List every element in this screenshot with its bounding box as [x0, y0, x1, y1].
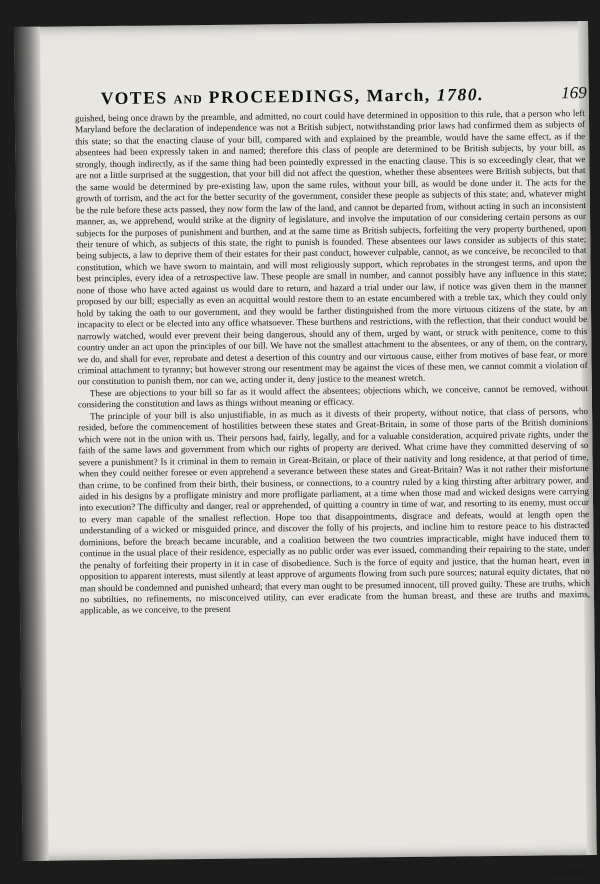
signature-mark: U u [372, 859, 387, 870]
page-number: 169 [561, 83, 587, 103]
paragraph: These are objections to your bill so far as it would affect the absentees; objections which, we conceive, cannot be removed, without considering the constitution and laws as things without meaning or efficacy. [77, 382, 588, 410]
book-spine [14, 27, 49, 861]
header-title-and: AND [173, 92, 203, 107]
body-text [75, 108, 590, 617]
header-title-proceedings: PROCEEDINGS, [208, 85, 361, 107]
header-title-month: March, [366, 84, 431, 106]
paragraph: guished, being once drawn by the preamble, and admitted, no court could have determined in opposition to this rule, that a person who left Maryland before the declaration of independence was not a British subject, notwithstanding prior laws had confirmed them as subjects of this state; so that the enacting clause of your bill, compared with and explained by the preamble, would have the same effect, as if the absentees had been expressly taken in and named; therefore this class of people are determined to be British subjects, by your bill, as strongly, though indirectly, as if the same thing had been pointedly expressed in the enacting clause. This is so exceedingly clear, that we are not a little surprised at the suggestion, that your bill did not affect the question, whether these absentees were British subjects, but that the same would be determined by pre-existing law, upon the same rules, without your bill, as would be done under it. The acts for the growth of torrism, and the act for the better security of the government, consider these people as subjects of this state; and, whatever might be the rule before these acts passed, they now form the law of the land, and cannot be departed from, without acting in such an inconsistent manner, as, we apprehend, would strike at the dignity of legislature, and involve the imputation of our considering certain persons as our subjects for the purposes of punishment and burthen, and at the same time as British subjects, forfeiting the very property burthened, upon their tenure of which, as subjects of this state, the right to punish is founded. These absentees our laws consider as subjects of this state; being subjects, a law to deprive them of their estates for their past conduct, however culpable, cannot, as we conceive, be reconciled to that constitution, which we have sworn to maintain, and will most religiously support, which reprobates in the strongest terms, and upon the best principles, every idea of a retrospective law. These people are small in number, and cannot possibly have any influence in this state; none of those who have acted against us would dare to return, and hazard a trial under our law, if notice was given them in the manner proposed by our bill; especially as even an acquittal would restore them to an estate encumbered with a treble tax, which they could only hold by taking the oath to our government, and they would be farther distinguished from the more virtuous citizens of the state, by an incapacity to elect or be elected into any office whatsoever. These burthens and restrictions, with the reflection, that their conduct would be narrowly watched, would ever prevent their being dangerous, should any of them, urged by want, or struck with penitence, come to this country under an act upon the principles of our bill. We have not the smallest attachment to the absentees, or any of them, on the contrary, we do, and shall for ever, reprobate and detest a desertion of this country and our virtuous cause, either from motives of base fear, or more criminal attachment to tyranny; but however strong our resentment may be against the vices of these men, we cannot commit a violation of our constitution to punish them, nor can we, acting under it, deny justice to the meanest wretch. [74, 108, 588, 387]
book-page [14, 21, 597, 879]
header-title-year: 1780. [436, 84, 485, 105]
header-title [101, 84, 485, 109]
header-title-votes: VOTES [100, 87, 168, 109]
paragraph: The principle of your bill is also unjustifiable, in as much as it divests of their property, without notice, that class of persons, who resided, before the commencement of hostilities between these states and Great-Britain, in some of those parts of the British dominions which were not in the union with us. Their persons had, fairly, legally, and for a valuable consideration, acquired private rights, under the faith of the same laws and government from which our rights of property are derived. What crime have they committed deserving of so severe a punishment? Is it criminal in them to remain in Great-Britain, or place of their nativity and long residence, at that period of time, when they could neither foresee or even apprehend a severance between these states and Great-Britain? Was it not rather their misfortune than crime, to be confined from their birth, their business, or connections, to a country ruled by a king thirsting after arbitrary power, and aided in his designs by a profligate ministry and more profligate parliament, at a time when those mad and wicked designs were carrying into execution? The difficulty and danger, real or apprehended, of quitting a country in time of war, and resorting to its enemy, must occur to every man capable of the smallest reflection. Hope too that disappointments, disgrace and defeats, would at length open the understanding of a wicked or misguided prince, and discover the folly of his projects, and incline him to restore peace to his distracted dominions, before the breach became incurable, and a coalition between the two countries impracticable, might have induced them to continue in the usual place of their residence, especially as no public order was ever issued, commanding their repairing to the state, under the penalty of forfeiting their property in it in case of disobedience. Such is the force of equity and justice, that the human heart, even in opposition to apparent interests, must silently at least approve of arguments flowing from such pure sources; natural equity dictates, that no man should be condemned and punished unheard; that every man ought to be presumed innocent, till proved guilty. These are truths, which no subtilties, no refinements, no misconceived utility, can ever eradicate from the human breast, and these are truths and maxims, applicable, as we conceive, to the present [78, 405, 591, 616]
catchword: question, [552, 868, 587, 879]
